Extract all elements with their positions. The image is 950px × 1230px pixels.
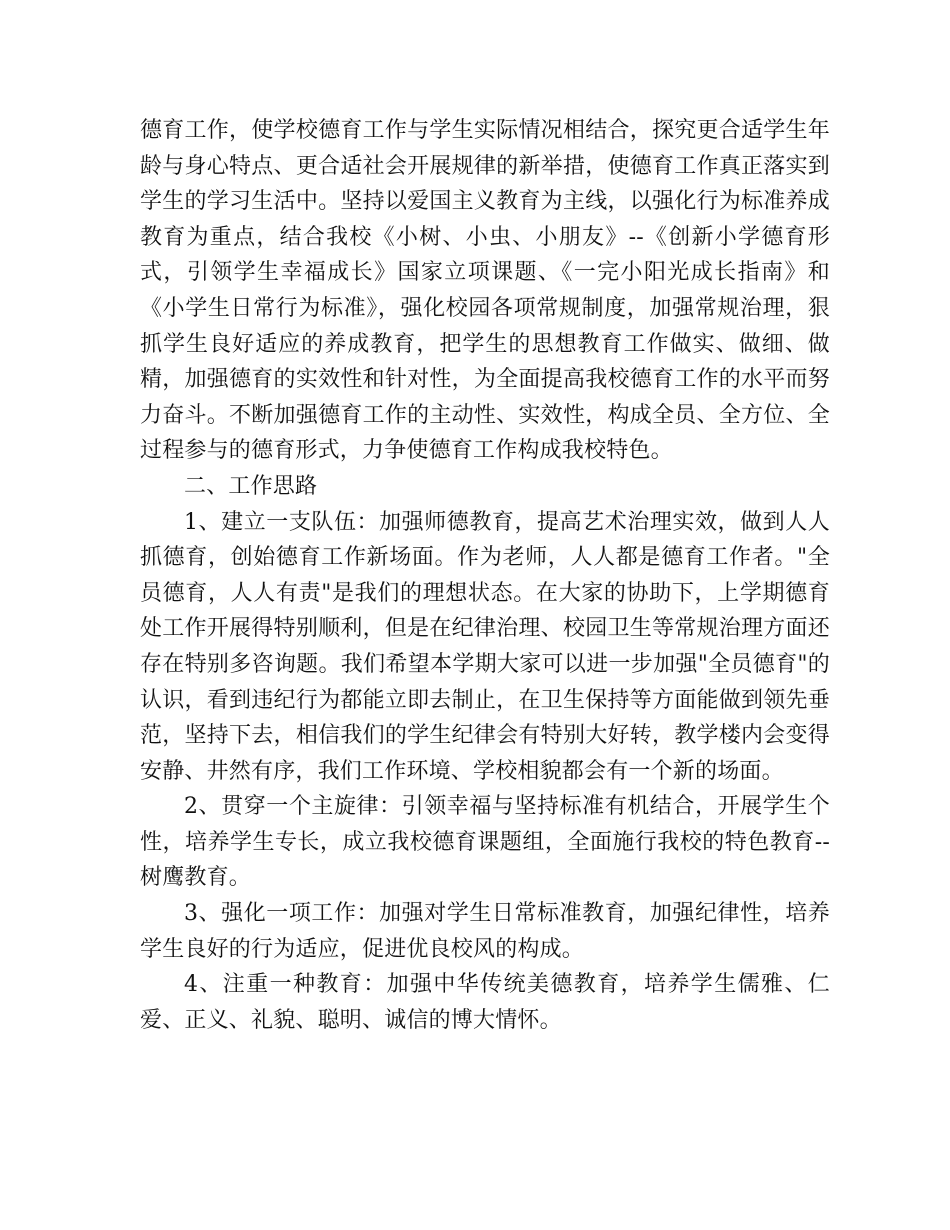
paragraph-item-1: 1、建立一支队伍：加强师德教育，提高艺术治理实效，做到人人抓德育，创始德育工作新场面。作为老师，人人都是德育工作者。"全员德育，人人有责"是我们的理想状态。在大家的协助下，上学期德育处工作开展得特别顺利，但是在纪律治理、校园卫生等常规治理方面还存在特别多咨询题。我们希望本学期大家可以进一步加强"全员德育"的认识，看到违纪行为都能立即去制止，在卫生保持等方面能做到领先垂范，坚持下去，相信我们的学生纪律会有特别大好转，教学楼内会变得安静、井然有序，我们工作环境、学校相貌都会有一个新的场面。 [140, 509, 830, 784]
paragraph-intro-continued: 德育工作，使学校德育工作与学生实际情况相结合，探究更合适学生年龄与身心特点、更合适社会开展规律的新举措，使德育工作真正落实到学生的学习生活中。坚持以爱国主义教育为主线，以强化行为标准养成教育为重点，结合我校《小树、小虫、小朋友》--《创新小学德育形式，引领学生幸福成长》国家立项课题、《一完小阳光成长指南》和《小学生日常行为标准》，强化校园各项常规制度，加强常规治理，狠抓学生良好适应的养成教育，把学生的思想教育工作做实、做细、做精，加强德育的实效性和针对性，为全面提高我校德育工作的水平而努力奋斗。不断加强德育工作的主动性、实效性，构成全员、全方位、全过程参与的德育形式，力争使德育工作构成我校特色。 [140, 118, 830, 464]
section-heading-work-ideas: 二、工作思路 [184, 473, 318, 499]
paragraph-item-3: 3、强化一项工作：加强对学生日常标准教育，加强纪律性，培养学生良好的行为适应，促进优良校风的构成。 [140, 901, 830, 962]
document-body [140, 113, 830, 1038]
paragraph-item-4: 4、注重一种教育：加强中华传统美德教育，培养学生儒雅、仁爱、正义、礼貌、聪明、诚信的博大情怀。 [140, 972, 830, 1033]
paragraph-item-2: 2、贯穿一个主旋律：引领幸福与坚持标准有机结合，开展学生个性，培养学生专长，成立我校德育课题组，全面施行我校的特色教育--树鹰教育。 [140, 794, 830, 891]
